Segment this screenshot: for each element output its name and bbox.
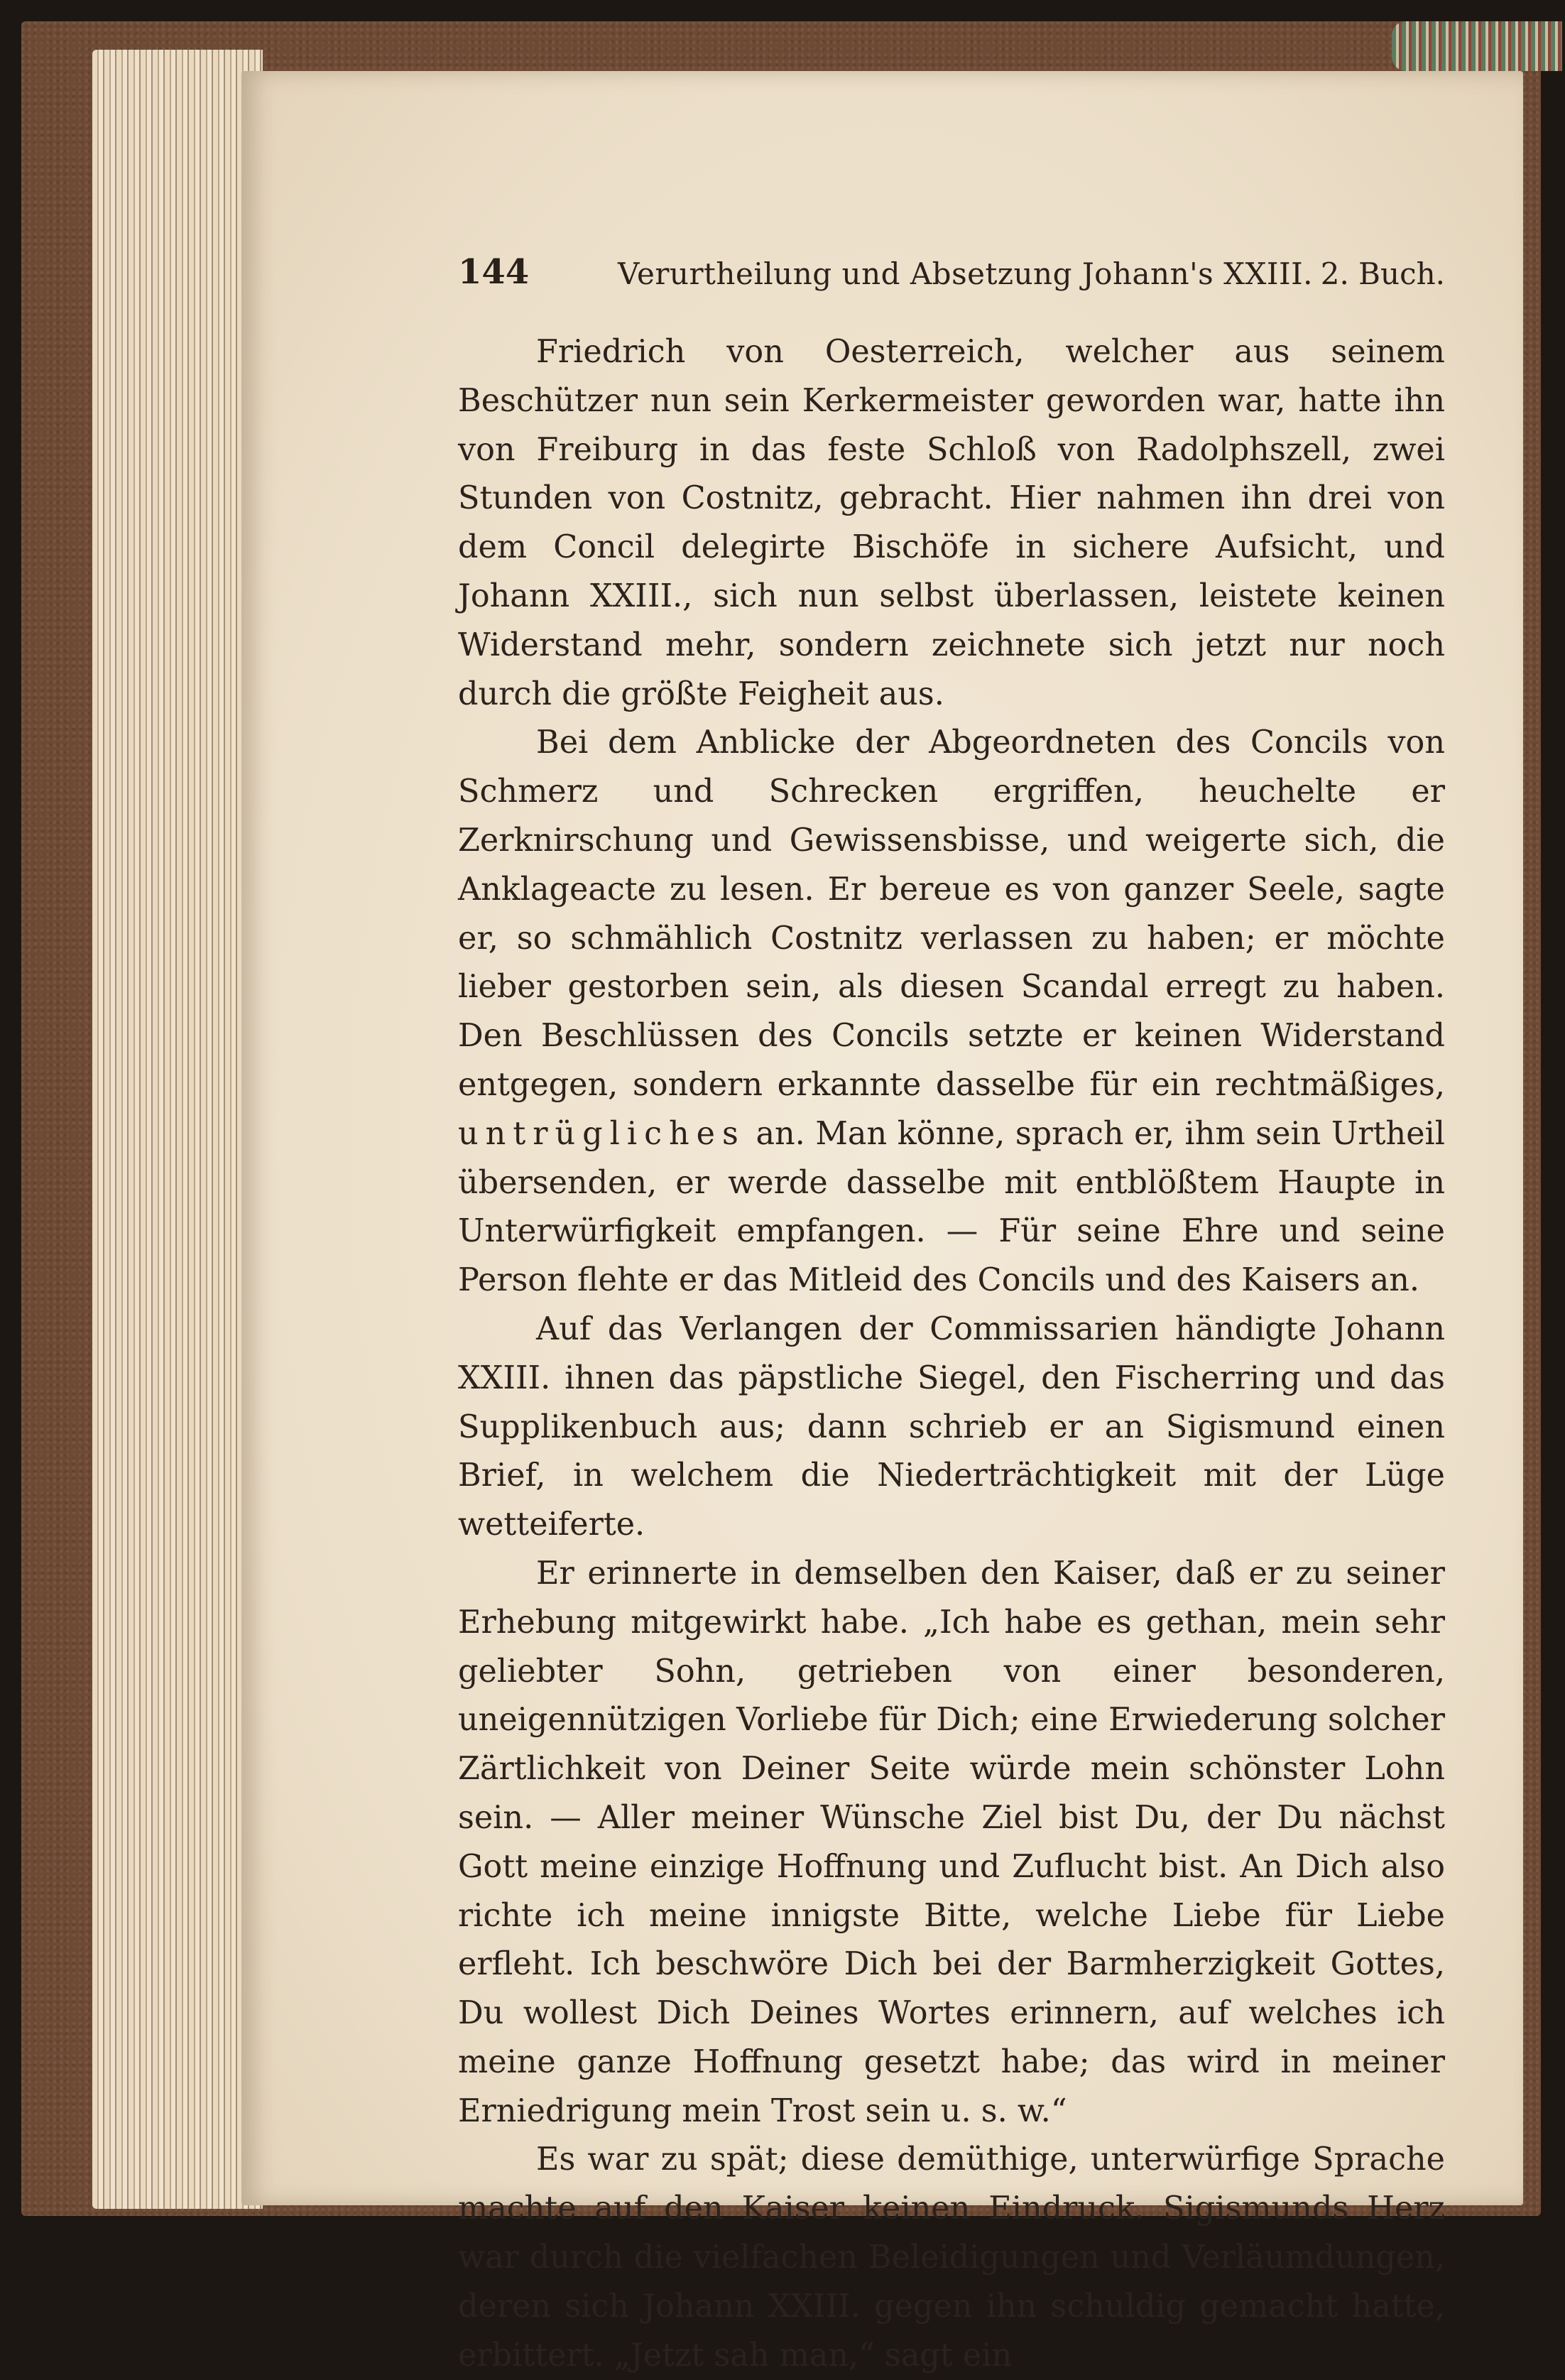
paragraph-2 <box>458 719 1445 1305</box>
book-headband <box>1392 21 1562 71</box>
paragraph-3: Auf das Verlangen der Commissarien händigte Johann XXIII. ihnen das päpstliche Siegel, den Fischerring und das Supplikenbuch aus; dann schrieb er an Sigismund einen Brief, in welchem die Niederträchtigkeit mit der Lüge wetteiferte. <box>458 1310 1445 1543</box>
page-number: 144 <box>458 252 530 292</box>
page-edges <box>92 50 263 2209</box>
paragraph-2-part-2: an. Man könne, sprach er, ihm sein Urtheil übersenden, er werde dasselbe mit entblößtem Haupte in Unterwürfigkeit empfangen. — Für seine Ehre und seine Person flehte er das Mitleid des Concils und des Kaisers an. <box>458 1115 1445 1299</box>
paragraph-2-part-1: Bei dem Anblicke der Abgeordneten des Concils von Schmerz und Schrecken ergriffen, heuchelte er Zerknirschung und Gewissensbisse, und weigerte sich, die Anklageacte zu lesen. Er bereue es von ganzer Seele, sagte er, so schmählich Costnitz verlassen zu haben; er möchte lieber gestorben sein, als diesen Scandal erregt zu haben. Den Beschlüssen des Concils setzte er keinen Widerstand entgegen, sondern erkannte dasselbe für ein rechtmäßiges, <box>458 724 1445 1103</box>
running-title: Verurtheilung und Absetzung Johann's XXIII. <box>618 256 1314 291</box>
emphasized-word: untrügliches <box>458 1115 746 1152</box>
body-text <box>458 328 1445 2380</box>
paragraph-4: Er erinnerte in demselben den Kaiser, daß er zu seiner Erhebung mitgewirkt habe. „Ich habe es gethan, mein sehr geliebter Sohn, getrieben von einer besonderen, uneigennützigen Vorliebe für Dich; eine Erwiederung solcher Zärtlichkeit von Deiner Seite würde mein schönster Lohn sein. — Aller meiner Wünsche Ziel bist Du, der Du nächst Gott meine einzige Hoffnung und Zuflucht bist. An Dich also richte ich meine innigste Bitte, welche Liebe für Liebe erfleht. Ich beschwöre Dich bei der Barmherzigkeit Gottes, Du wollest Dich Deines Wortes erinnern, auf welches ich meine ganze Hoffnung gesetzt habe; das wird in meiner Erniedrigung mein Trost sein u. s. w.“ <box>458 1555 1445 2129</box>
paragraph-1: Friedrich von Oesterreich, welcher aus seinem Beschützer nun sein Kerkermeister geworden war, hatte ihn von Freiburg in das feste Schloß von Radolphszell, zwei Stunden von Costnitz, gebracht. Hier nahmen ihn drei von dem Concil delegirte Bischöfe in sichere Aufsicht, und Johann XXIII., sich nun selbst überlassen, leistete keinen Widerstand mehr, sondern zeichnete sich jetzt nur noch durch die größte Feigheit aus. <box>458 334 1445 712</box>
running-header <box>458 252 1445 302</box>
chapter-label: 2. Buch. <box>1320 256 1445 291</box>
paragraph-5: Es war zu spät; diese demüthige, unterwürfige Sprache machte auf den Kaiser keinen Eindruck. Sigismunds Herz war durch die vielfachen Beleidigungen und Verläumdungen, deren sich Johann XXIII. gegen ihn schuldig gemacht hatte, erbittert. „Jetzt sah man,“ sagt ein <box>458 2141 1445 2374</box>
